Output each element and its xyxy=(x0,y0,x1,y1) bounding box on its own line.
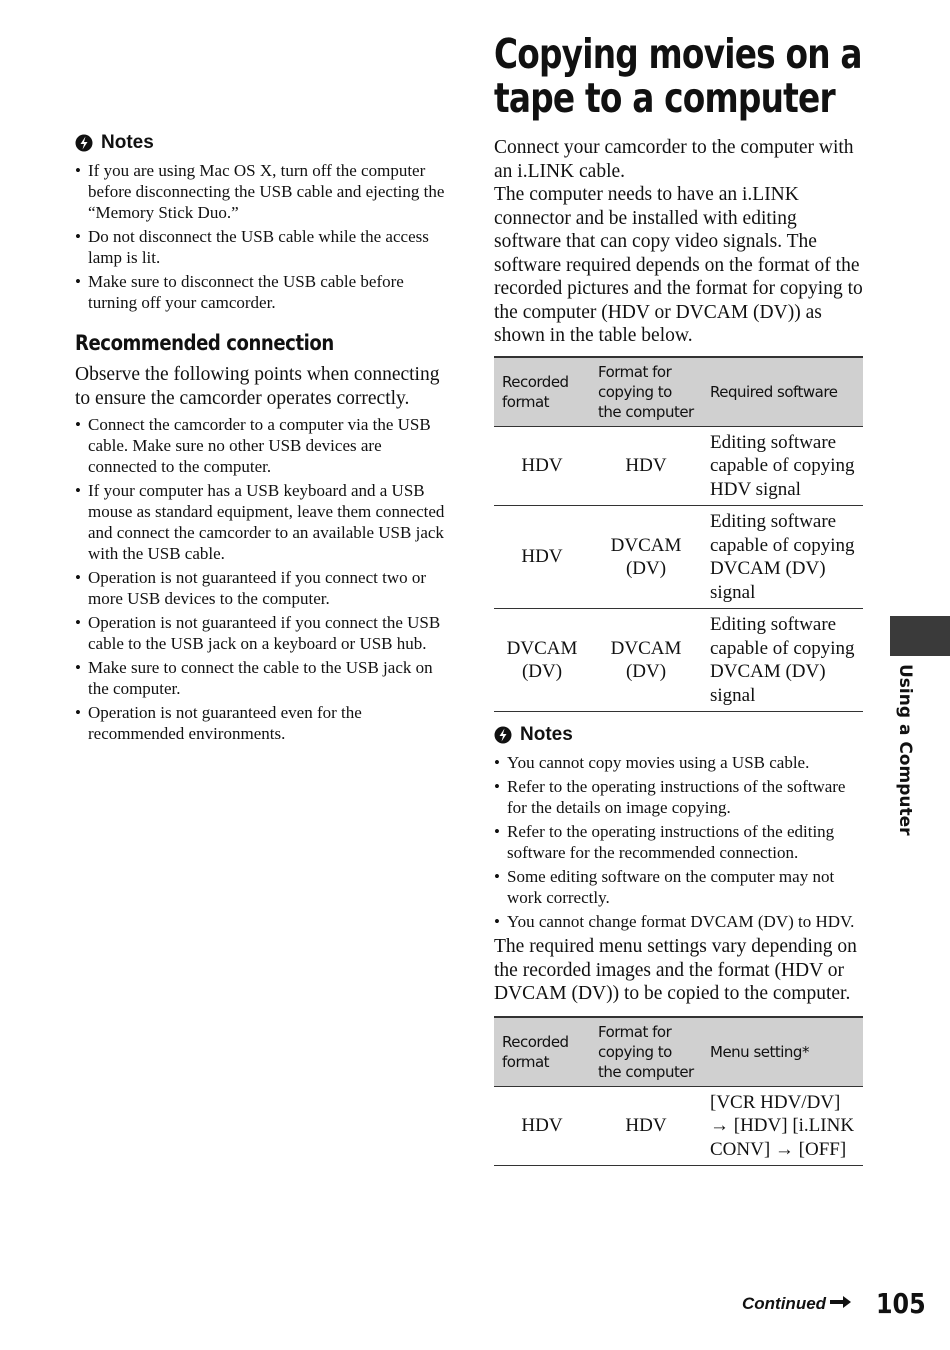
table-cell: HDV xyxy=(494,1086,590,1166)
table-row xyxy=(494,609,863,712)
intro-paragraph: Connect your camcorder to the computer with an i.LINK cable. xyxy=(494,137,854,182)
page-number: 105 xyxy=(876,1287,926,1320)
note-item: • You cannot copy movies using a USB cable. xyxy=(494,752,864,773)
continued-label: Continued xyxy=(742,1294,827,1313)
table-cell: DVCAM (DV) xyxy=(590,506,702,609)
table-cell: HDV xyxy=(590,426,702,506)
list-item: • Make sure to connect the cable to the USB jack on the computer. xyxy=(75,657,445,699)
notes-title: Notes xyxy=(520,724,573,745)
list-item: • Operation is not guaranteed even for the recommended environments. xyxy=(75,702,445,744)
section-intro: Observe the following points when connecting to ensure the camcorder operates correctly. xyxy=(75,364,440,409)
note-item: • Some editing software on the computer may not work correctly. xyxy=(494,866,864,908)
notes-list xyxy=(75,160,445,313)
note-item: • Refer to the operating instructions of the software for the details on image copying. xyxy=(494,776,864,818)
table-header: Required software xyxy=(702,357,863,427)
chapter-tab-marker xyxy=(890,616,950,656)
left-column xyxy=(75,132,445,747)
table-header: Format for copying to the computer xyxy=(590,357,702,427)
table-cell: DVCAM (DV) xyxy=(590,609,702,712)
table-header-row xyxy=(494,357,863,427)
table-cell: HDV xyxy=(494,426,590,506)
table-cell: [VCR HDV/DV] → [HDV] [i.LINK CONV] → [OFF] xyxy=(702,1086,863,1166)
notes-title: Notes xyxy=(101,132,154,153)
table-cell: HDV xyxy=(494,506,590,609)
title-line: Copying movies on a xyxy=(494,30,862,78)
table-row xyxy=(494,1086,863,1166)
table-header: Recorded format xyxy=(494,357,590,427)
table-cell: Editing software capable of copying DVCAM (DV) signal xyxy=(702,609,863,712)
notes-list xyxy=(494,752,864,932)
table-cell: Editing software capable of copying HDV signal xyxy=(702,426,863,506)
note-item: • Do not disconnect the USB cable while the access lamp is lit. xyxy=(75,226,445,268)
menu-settings-table xyxy=(494,1016,863,1167)
table-cell: DVCAM (DV) xyxy=(494,609,590,712)
menu-settings-paragraph: The required menu settings vary depending on the recorded images and the format (HDV or DVCAM (DV)) to be copied to the computer. xyxy=(494,936,857,1004)
continued-indicator xyxy=(742,1294,852,1314)
table-cell: Editing software capable of copying DVCAM (DV) signal xyxy=(702,506,863,609)
table-header: Menu setting* xyxy=(702,1017,863,1087)
list-item: • Connect the camcorder to a computer via the USB cable. Make sure no other USB devices are connected to the computer. xyxy=(75,414,445,477)
arrow-right-icon xyxy=(830,1294,852,1314)
title-line: tape to a computer xyxy=(494,74,835,122)
software-table xyxy=(494,356,863,713)
table-header-row xyxy=(494,1017,863,1087)
notes-heading xyxy=(75,132,445,154)
table-header: Recorded format xyxy=(494,1017,590,1087)
note-item: • Make sure to disconnect the USB cable before turning off your camcorder. xyxy=(75,271,445,313)
note-item: • If you are using Mac OS X, turn off the computer before disconnecting the USB cable and ejecting the “Memory Stick Duo.” xyxy=(75,160,445,223)
table-header: Format for copying to the computer xyxy=(590,1017,702,1087)
right-column xyxy=(494,32,864,1166)
table-row xyxy=(494,506,863,609)
page-title xyxy=(494,30,862,122)
section-bullet-list xyxy=(75,414,445,744)
note-item: • Refer to the operating instructions of the editing software for the recommended connection. xyxy=(494,821,864,863)
note-item: • You cannot change format DVCAM (DV) to HDV. xyxy=(494,911,864,932)
section-heading: Recommended connection xyxy=(75,331,334,355)
notes-heading xyxy=(494,724,864,746)
list-item: • Operation is not guaranteed if you connect the USB cable to the USB jack on a keyboard or USB hub. xyxy=(75,612,445,654)
list-item: • Operation is not guaranteed if you connect two or more USB devices to the computer. xyxy=(75,567,445,609)
chapter-tab-label: Using a Computer xyxy=(895,664,915,836)
list-item: • If your computer has a USB keyboard and a USB mouse as standard equipment, leave them connected and connect the camcorder to an available USB jack with the USB cable. xyxy=(75,480,445,564)
table-row xyxy=(494,426,863,506)
caution-icon xyxy=(75,134,93,152)
intro-paragraph: The computer needs to have an i.LINK connector and be installed with editing software that can copy video signals. The software required depends on the format of the recorded pictures and the format for copying to the computer (HDV or DVCAM (DV)) as shown in the table below. xyxy=(494,184,863,346)
caution-icon xyxy=(494,726,512,744)
table-cell: HDV xyxy=(590,1086,702,1166)
